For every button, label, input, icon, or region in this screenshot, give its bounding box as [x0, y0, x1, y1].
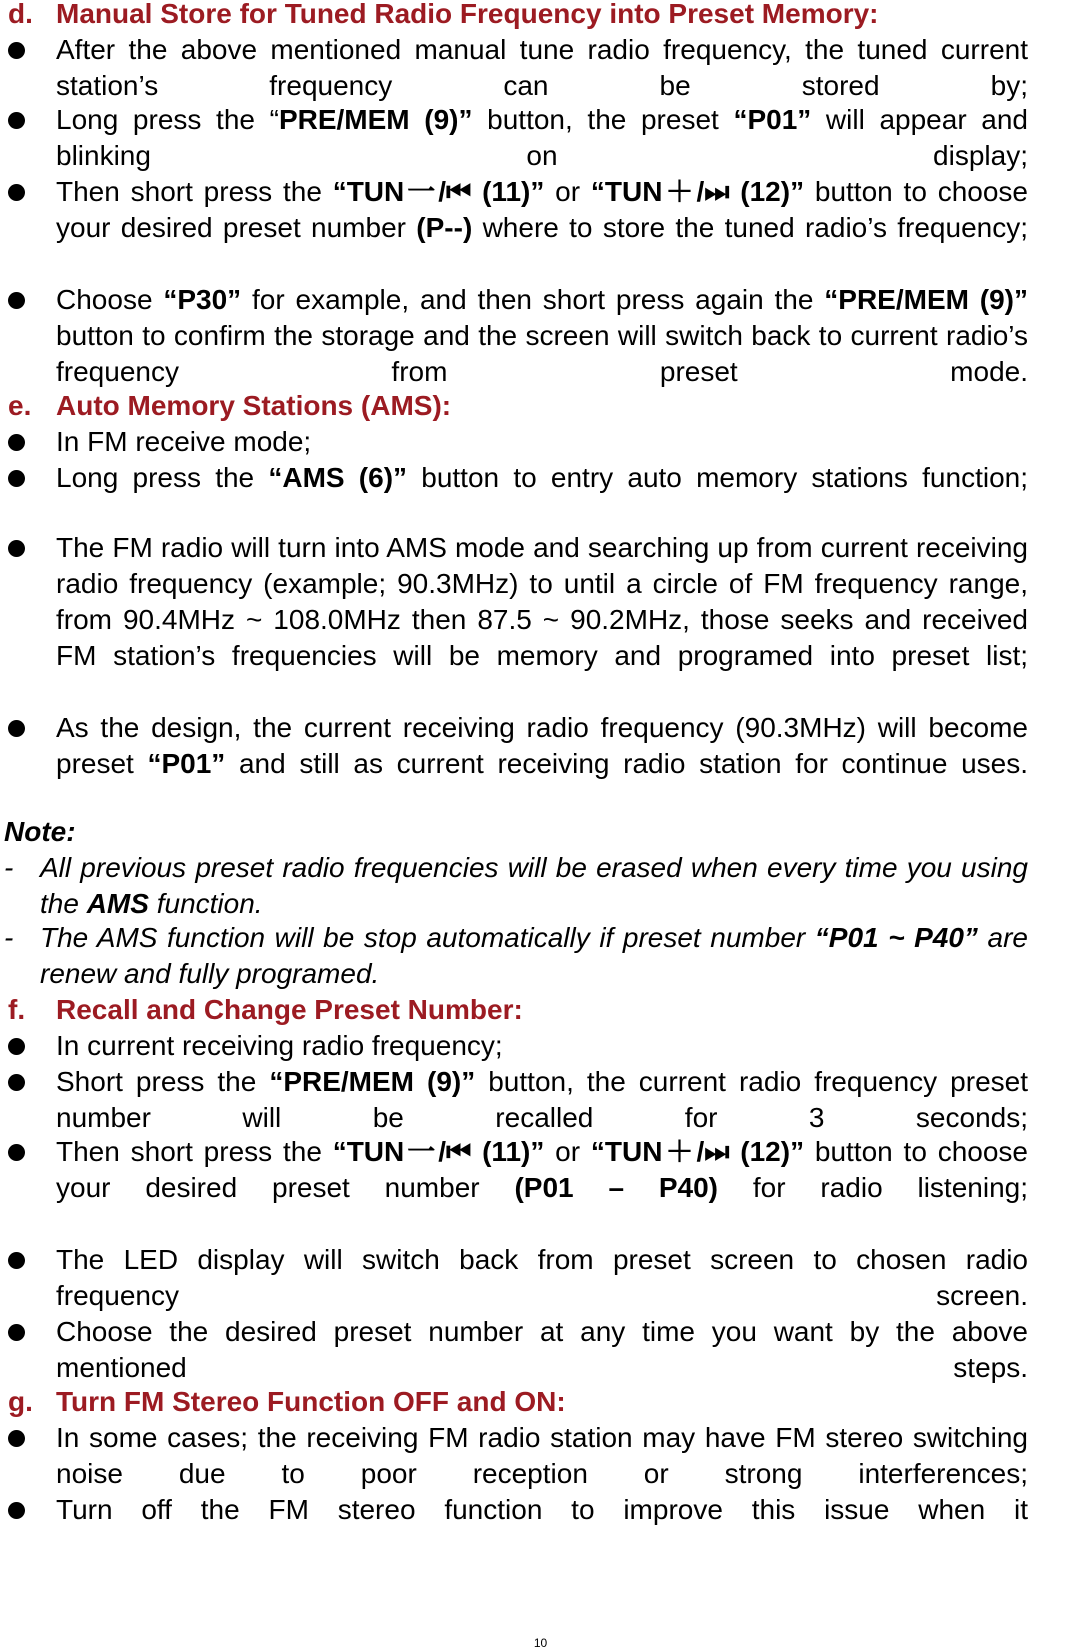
list-item [8, 530, 1028, 710]
bullet-icon [8, 720, 25, 737]
section-e-heading [8, 388, 451, 424]
list-item [8, 174, 1028, 282]
section-g-title: Turn FM Stereo Function OFF and ON: [56, 1386, 566, 1417]
page-number: 10 [533, 1636, 548, 1650]
note-item [4, 850, 1028, 922]
section-f-title: Recall and Change Preset Number: [56, 994, 523, 1025]
list-item-text: As the design, the current receiving radio frequency (90.3MHz) will become preset “P01” and still as current receiving radio station for continue uses. [56, 712, 1028, 779]
bullet-icon [8, 292, 25, 309]
section-f-letter: f. [8, 994, 26, 1025]
list-item-text: The FM radio will turn into AMS mode and searching up from current receiving radio frequency (example; 90.3MHz) to until a circle of FM frequency range, from 90.4MHz ~ 108.0MHz then 87.5 ~ 90.2MHz, those seeks and received FM station’s frequencies will be memory and programed into preset list; [56, 532, 1028, 671]
section-e-title: Auto Memory Stations (AMS): [56, 390, 452, 421]
note-title: Note: [4, 816, 76, 847]
note-dash: - [4, 852, 14, 883]
section-d-heading [8, 0, 879, 32]
list-item-text: Choose the desired preset number at any time you want by the above mentioned steps. [56, 1316, 1028, 1383]
tun-plus-next-icon: ＋/⏭ [662, 1136, 730, 1167]
section-f-heading [8, 992, 523, 1028]
section-d-letter: d. [8, 0, 33, 29]
note-text: All previous preset radio frequencies will be erased when every time you using the AMS function. [40, 852, 1028, 919]
list-item [8, 710, 1028, 818]
list-item-text: Turn off the FM stereo function to improve this issue when it [56, 1494, 1028, 1525]
bullet-icon [8, 470, 25, 487]
note-item [4, 920, 1028, 992]
bullet-icon [8, 1144, 25, 1161]
list-item-text: In FM receive mode; [56, 426, 312, 457]
list-item-text: The LED display will switch back from preset screen to chosen radio frequency screen. [56, 1244, 1028, 1311]
bullet-icon [8, 1252, 25, 1269]
list-item-text: Long press the “AMS (6)” button to entry auto memory stations function; [56, 462, 1028, 493]
list-item-text: Then short press the “TUN一/⏮ (11)” or “TUN＋/⏭ (12)” button to choose your desired preset number (P01 – P40) for radio listening; [56, 1136, 1028, 1203]
list-item-text: Short press the “PRE/MEM (9)” button, the current radio frequency preset number will be recalled for 3 seconds; [56, 1066, 1028, 1133]
tun-minus-prev-icon: 一/⏮ [404, 176, 472, 207]
list-item [8, 1134, 1028, 1242]
bullet-icon [8, 112, 25, 129]
bullet-icon [8, 1038, 25, 1055]
list-item-text: Then short press the “TUN一/⏮ (11)” or “TUN＋/⏭ (12)” button to choose your desired preset number (P--) where to store the tuned radio’s frequency; [56, 176, 1028, 243]
list-item-text: In current receiving radio frequency; [56, 1030, 503, 1061]
bullet-icon [8, 1430, 25, 1447]
tun-plus-next-icon: ＋/⏭ [662, 176, 730, 207]
section-g-heading [8, 1384, 566, 1420]
section-g-letter: g. [8, 1386, 33, 1417]
list-item-text: Choose “P30” for example, and then short press again the “PRE/MEM (9)” button to confirm the storage and the screen will switch back to current radio’s frequency from preset mode. [56, 284, 1028, 387]
bullet-icon [8, 184, 25, 201]
bullet-icon [8, 42, 25, 59]
bullet-icon [8, 540, 25, 557]
bullet-icon [8, 1074, 25, 1091]
section-d-title: Manual Store for Tuned Radio Frequency into Preset Memory: [56, 0, 879, 29]
note-text: The AMS function will be stop automatically if preset number “P01 ~ P40” are renew and fully programed. [40, 922, 1028, 989]
note-dash: - [4, 922, 14, 953]
bullet-icon [8, 1502, 25, 1519]
section-e-letter: e. [8, 390, 32, 421]
tun-minus-prev-icon: 一/⏮ [404, 1136, 472, 1167]
list-item [8, 460, 1028, 532]
list-item [8, 424, 1028, 460]
bullet-icon [8, 1324, 25, 1341]
list-item [8, 1492, 1028, 1564]
list-item-text: Long press the “PRE/MEM (9)” button, the preset “P01” will appear and blinking on display; [56, 104, 1028, 171]
list-item-text: In some cases; the receiving FM radio station may have FM stereo switching noise due to poor reception or strong interferences; [56, 1422, 1028, 1489]
bullet-icon [8, 434, 25, 451]
list-item-text: After the above mentioned manual tune radio frequency, the tuned current station’s frequency can be stored by; [56, 34, 1028, 101]
list-item [8, 1028, 1028, 1064]
